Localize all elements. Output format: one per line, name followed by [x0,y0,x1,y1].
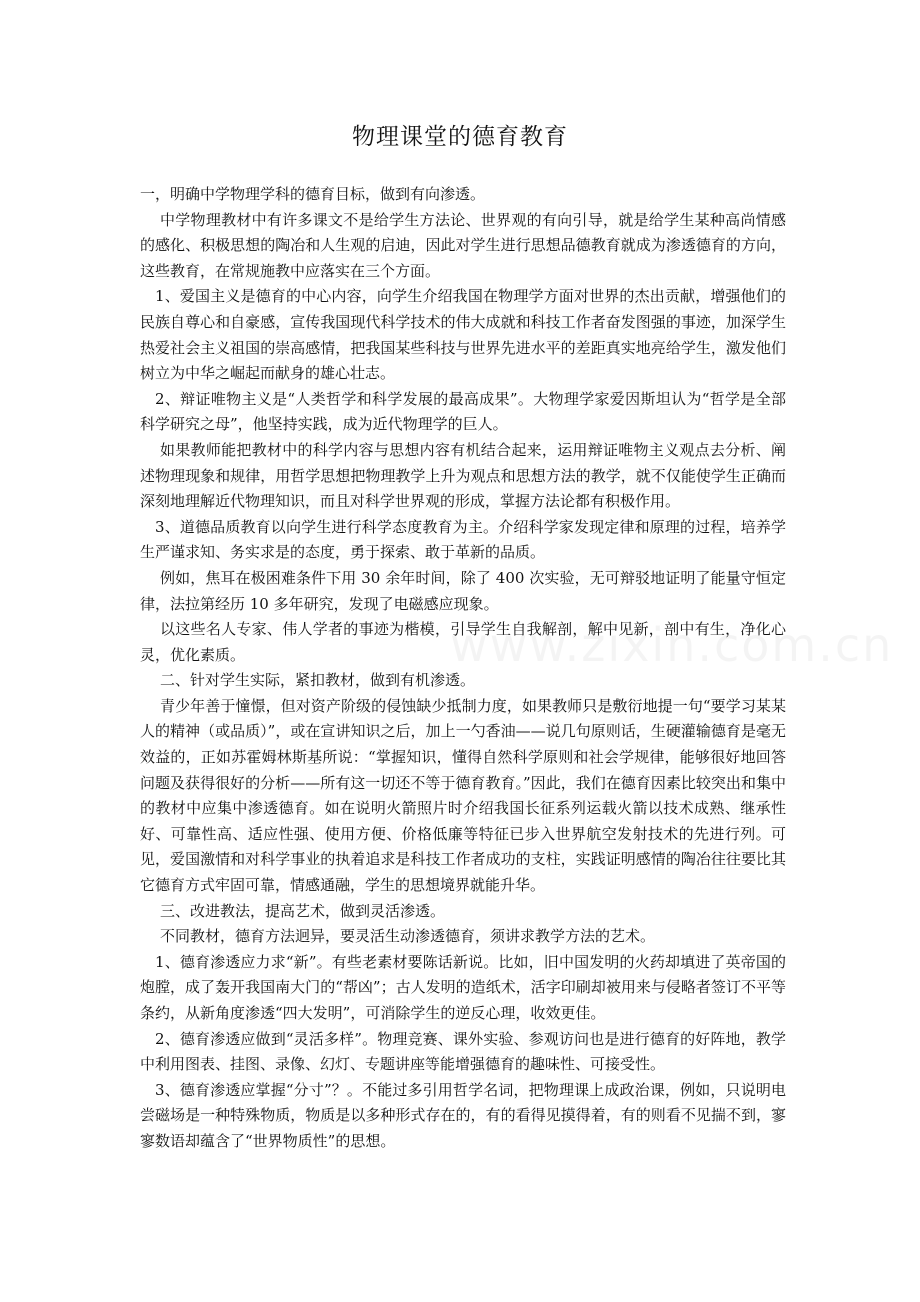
list-item-3: 3、道德品质教育以向学生进行科学态度教育为主。介绍科学家发现定律和原理的过程，培养学生严谨求知、务实求是的态度，勇于探索、敢于革新的品质。 [140,517,786,562]
list-item-3: 3、德育渗透应掌握“分寸”？。不能过多引用哲学名词，把物理课上成政治课，例如，只说明电尝磁场是一种特殊物质，物质是以多种形式存在的，有的看得见摸得着，有的则看不见揣不到，寥寥数语却蕴含了“世界物质性”的思想。 [140,1080,786,1150]
section-heading-3: 三、改进教法，提高艺术，做到灵活渗透。 [160,901,446,920]
list-item-2: 2、德育渗透应做到“灵活多样”。物理竞赛、课外实验、参观访问也是进行德育的好阵地，教学中利用图表、挂图、录像、幻灯、专题讲座等能增强德育的趣味性、可接受性。 [140,1029,786,1074]
body-paragraph: 以这些名人专家、伟人学者的事迹为楷模，引导学生自我解剖，解中见新，剖中有生，净化心灵，优化素质。 [140,620,786,664]
body-paragraph: 不同教材，德育方法迥异，要灵活生动渗透德育，须讲求教学方法的艺术。 [160,927,656,946]
section-heading-1: 一，明确中学物理学科的德育目标，做到有向渗透。 [140,185,486,203]
body-paragraph: 如果教师能把教材中的科学内容与思想内容有机结合起来，运用辩证唯物主义观点去分析、阐述物理现象和规律，用哲学思想把物理教学上升为观点和思想方法的教学，就不仅能使学生正确而深刻地理解近代物理知识，而且对科学世界观的形成，掌握方法论都有积极作用。 [140,440,786,511]
list-item-1: 1、德育渗透应力求“新”。有些老素材要陈话新说。比如，旧中国发明的火药却填进了英帝国的炮膛，成了轰开我国南大门的“帮凶”；古人发明的造纸术，活字印刷却被用来与侵略者签订不平等条约，从新角度渗透“四大发明”，可消除学生的逆反心理，收效更佳。 [140,952,786,1022]
list-item-1: 1、爱国主义是德育的中心内容，向学生介绍我国在物理学方面对世界的杰出贡献，增强他们的民族自尊心和自豪感，宣传我国现代科学技术的伟大成就和科技工作者奋发图强的事迹，加深学生热爱社会主义祖国的崇高感情，把我国某些科技与世界先进水平的差距真实地亮给学生，激发他们树立为中华之崛起而献身的雄心壮志。 [140,287,786,383]
body-paragraph: 青少年善于憧憬，但对资产阶级的侵蚀缺少抵制力度，如果教师只是敷衍地提一句“要学习某某人的精神（或品质）”，或在宣讲知识之后，加上一勺香油——说几句原则话，生硬灌输德育是毫无效益的，正如苏霍姆林斯基所说：“掌握知识，懂得自然科学原则和社会学规律，能够很好地回答问题及获得很好的分析——所有这一切还不等于德育教育。”因此，我们在德育因素比较突出和集中的教材中应集中渗透德育。如在说明火箭照片时介绍我国长征系列运载火箭以技术成熟、继承性好、可靠性高、适应性强、使用方便、价格低廉等特征已步入世界航空发射技术的先进行列。可见，爱国激情和对科学事业的执着追求是科技工作者成功的支柱，实践证明感情的陶冶往往要比其它德育方式牢固可靠，情感通融，学生的思想境界就能升华。 [140,696,786,895]
list-item-2: 2、辩证唯物主义是“人类哲学和科学发展的最高成果”。大物理学家爱因斯坦认为“哲学是全部科学研究之母”，他坚持实践，成为近代物理学的巨人。 [140,389,786,434]
section-heading-2: 二、针对学生实际，紧扣教材，做到有机渗透。 [160,671,476,690]
document-body [140,182,786,1155]
body-paragraph: 中学物理教材中有许多课文不是给学生方法论、世界观的有向引导，就是给学生某种高尚情感的感化、积极思想的陶冶和人生观的启迪，因此对学生进行思想品德教育就成为渗透德育的方向，这些教育，在常规施教中应落实在三个方面。 [140,210,786,280]
body-paragraph: 例如，焦耳在极困难条件下用 30 余年时间，除了 400 次实验，无可辩驳地证明了能量守恒定律，法拉第经历 10 多年研究，发现了电磁感应现象。 [140,568,786,613]
document-title: 物理课堂的德育教育 [352,124,568,150]
